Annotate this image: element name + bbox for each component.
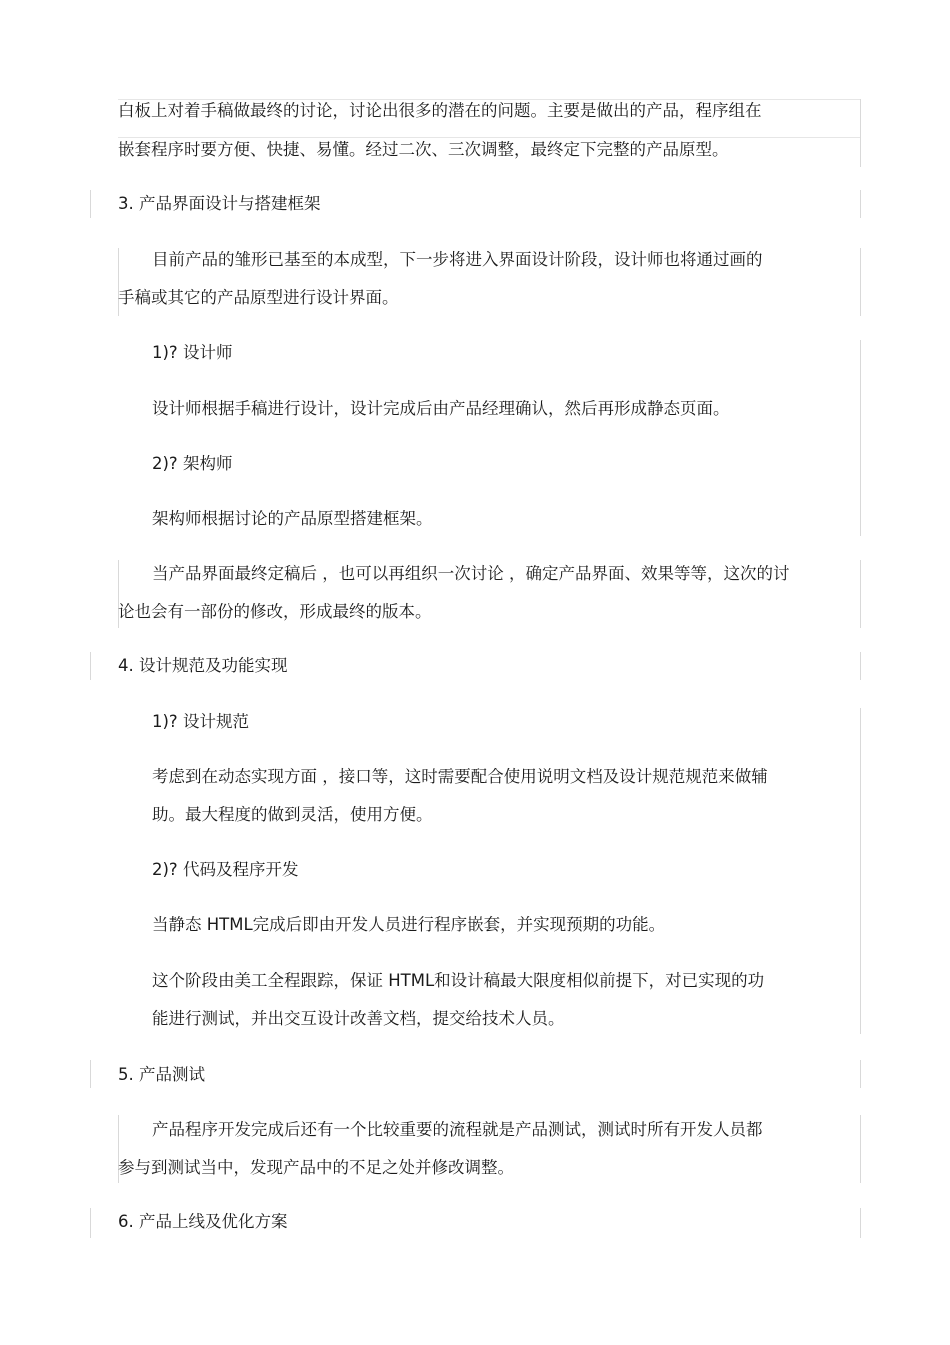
paragraph-line: 嵌套程序时要方便、快捷、易懂。经过二次、三次调整，最终定下完整的产品原型。	[118, 140, 729, 159]
section-heading: 6. 产品上线及优化方案	[118, 1212, 288, 1231]
scan-line	[90, 1060, 91, 1088]
scan-line	[860, 1115, 861, 1183]
scan-line	[860, 708, 861, 1034]
scan-line	[860, 652, 861, 680]
paragraph-line: 考虑到在动态实现方面 ，接口等，这时需要配合使用说明文档及设计规范规范来做辅	[152, 767, 768, 786]
section-heading: 3. 产品界面设计与搭建框架	[118, 194, 321, 213]
scan-line	[860, 99, 861, 167]
subsection-heading: 2)? 架构师	[152, 454, 233, 473]
scan-line	[860, 190, 861, 218]
paragraph-line: 架构师根据讨论的产品原型搭建框架。	[152, 509, 433, 528]
subsection-heading: 1)? 设计师	[152, 343, 233, 362]
paragraph-line: 手稿或其它的产品原型进行设计界面。	[118, 288, 399, 307]
subsection-heading: 1)? 设计规范	[152, 712, 249, 731]
paragraph-line: 设计师根据手稿进行设计，设计完成后由产品经理确认，然后再形成静态页面。	[152, 399, 730, 418]
paragraph-line: 助。最大程度的做到灵活，使用方便。	[152, 805, 433, 824]
paragraph-line: 这个阶段由美工全程跟踪，保证 HTML和设计稿最大限度相似前提下，对已实现的功	[152, 971, 765, 990]
paragraph-line: 当静态 HTML完成后即由开发人员进行程序嵌套，并实现预期的功能。	[152, 915, 666, 934]
paragraph-line: 论也会有一部份的修改，形成最终的版本。	[118, 602, 432, 621]
scan-line	[860, 1060, 861, 1088]
paragraph-line: 目前产品的雏形已基至的本成型，下一步将进入界面设计阶段，设计师也将通过画的	[152, 250, 763, 269]
scan-line	[860, 248, 861, 316]
scan-line	[860, 1208, 861, 1238]
scan-line	[90, 1208, 91, 1238]
paragraph-line: 白板上对着手稿做最终的讨论，讨论出很多的潜在的问题。主要是做出的产品，程序组在	[118, 101, 762, 120]
scan-line	[118, 137, 860, 138]
paragraph-line: 产品程序开发完成后还有一个比较重要的流程就是产品测试，测试时所有开发人员都	[152, 1120, 763, 1139]
paragraph-line: 参与到测试当中，发现产品中的不足之处并修改调整。	[118, 1158, 514, 1177]
scan-line	[90, 652, 91, 680]
section-heading: 5. 产品测试	[118, 1065, 205, 1084]
scan-line	[860, 340, 861, 536]
scan-line	[90, 190, 91, 218]
scan-line	[860, 560, 861, 628]
scan-line	[118, 99, 860, 100]
paragraph-line: 当产品界面最终定稿后 ，也可以再组织一次讨论 ，确定产品界面、效果等等，这次的讨	[152, 564, 790, 583]
section-heading: 4. 设计规范及功能实现	[118, 656, 288, 675]
subsection-heading: 2)? 代码及程序开发	[152, 860, 299, 879]
paragraph-line: 能进行测试，并出交互设计改善文档，提交给技术人员。	[152, 1009, 565, 1028]
